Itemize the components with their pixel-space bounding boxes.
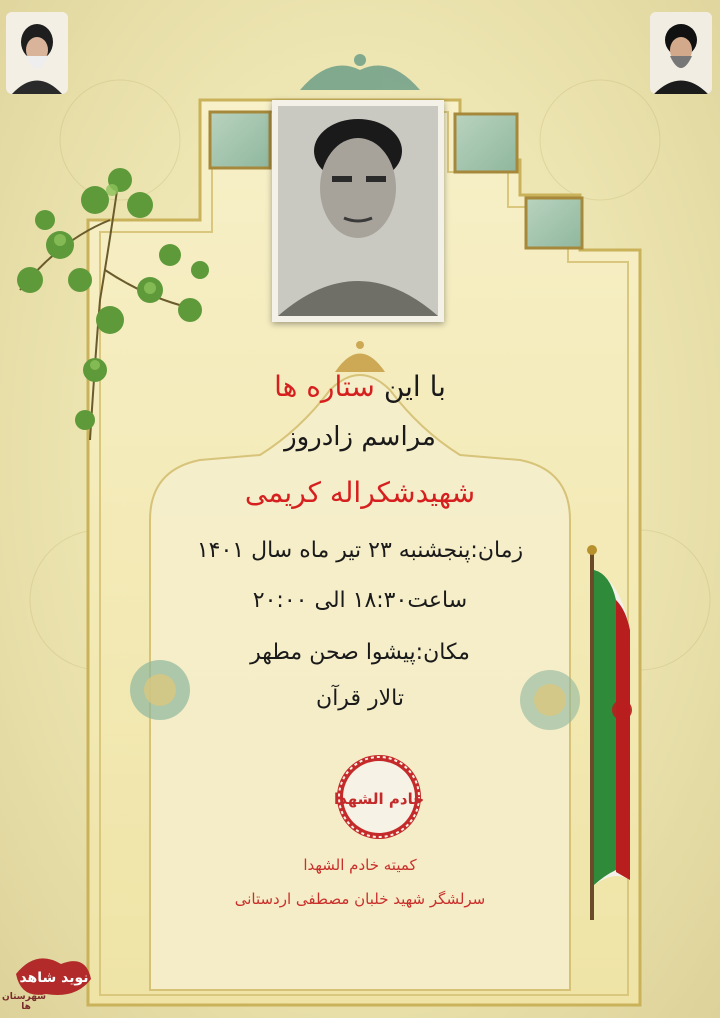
headline-line bbox=[160, 370, 560, 403]
ceremony-title: مراسم زادروز bbox=[284, 422, 436, 452]
committee-name: کمیته خادم الشهدا bbox=[303, 856, 417, 874]
event-location: مکان:پیشوا صحن مطهر bbox=[250, 640, 470, 665]
headline-highlight: ستاره ها bbox=[274, 370, 375, 403]
dedication-line: سرلشگر شهید خلبان مصطفی اردستانی bbox=[234, 890, 486, 908]
event-date: زمان:پنجشنبه ۲۳ تیر ماه سال ۱۴۰۱ bbox=[196, 538, 524, 563]
emblem-text: خادم الشهدا bbox=[333, 790, 425, 808]
event-time: ساعت۱۸:۳۰ الی ۲۰:۰۰ bbox=[252, 588, 468, 613]
martyr-photo bbox=[272, 100, 444, 322]
ivy-plant-icon bbox=[0, 160, 230, 450]
watermark-subtext: شهرستان ها bbox=[2, 992, 46, 1012]
headline-prefix: با این bbox=[383, 370, 446, 403]
martyr-name: شهیدشکراله کریمی bbox=[244, 476, 476, 509]
watermark-logo-text: نوید شاهد bbox=[19, 970, 89, 986]
leader-portrait-right bbox=[650, 12, 712, 94]
leader-portrait-left bbox=[6, 12, 68, 94]
iran-flag-icon bbox=[560, 540, 640, 920]
khadem-emblem-icon bbox=[330, 752, 428, 842]
event-hall: تالار قرآن bbox=[316, 686, 404, 711]
